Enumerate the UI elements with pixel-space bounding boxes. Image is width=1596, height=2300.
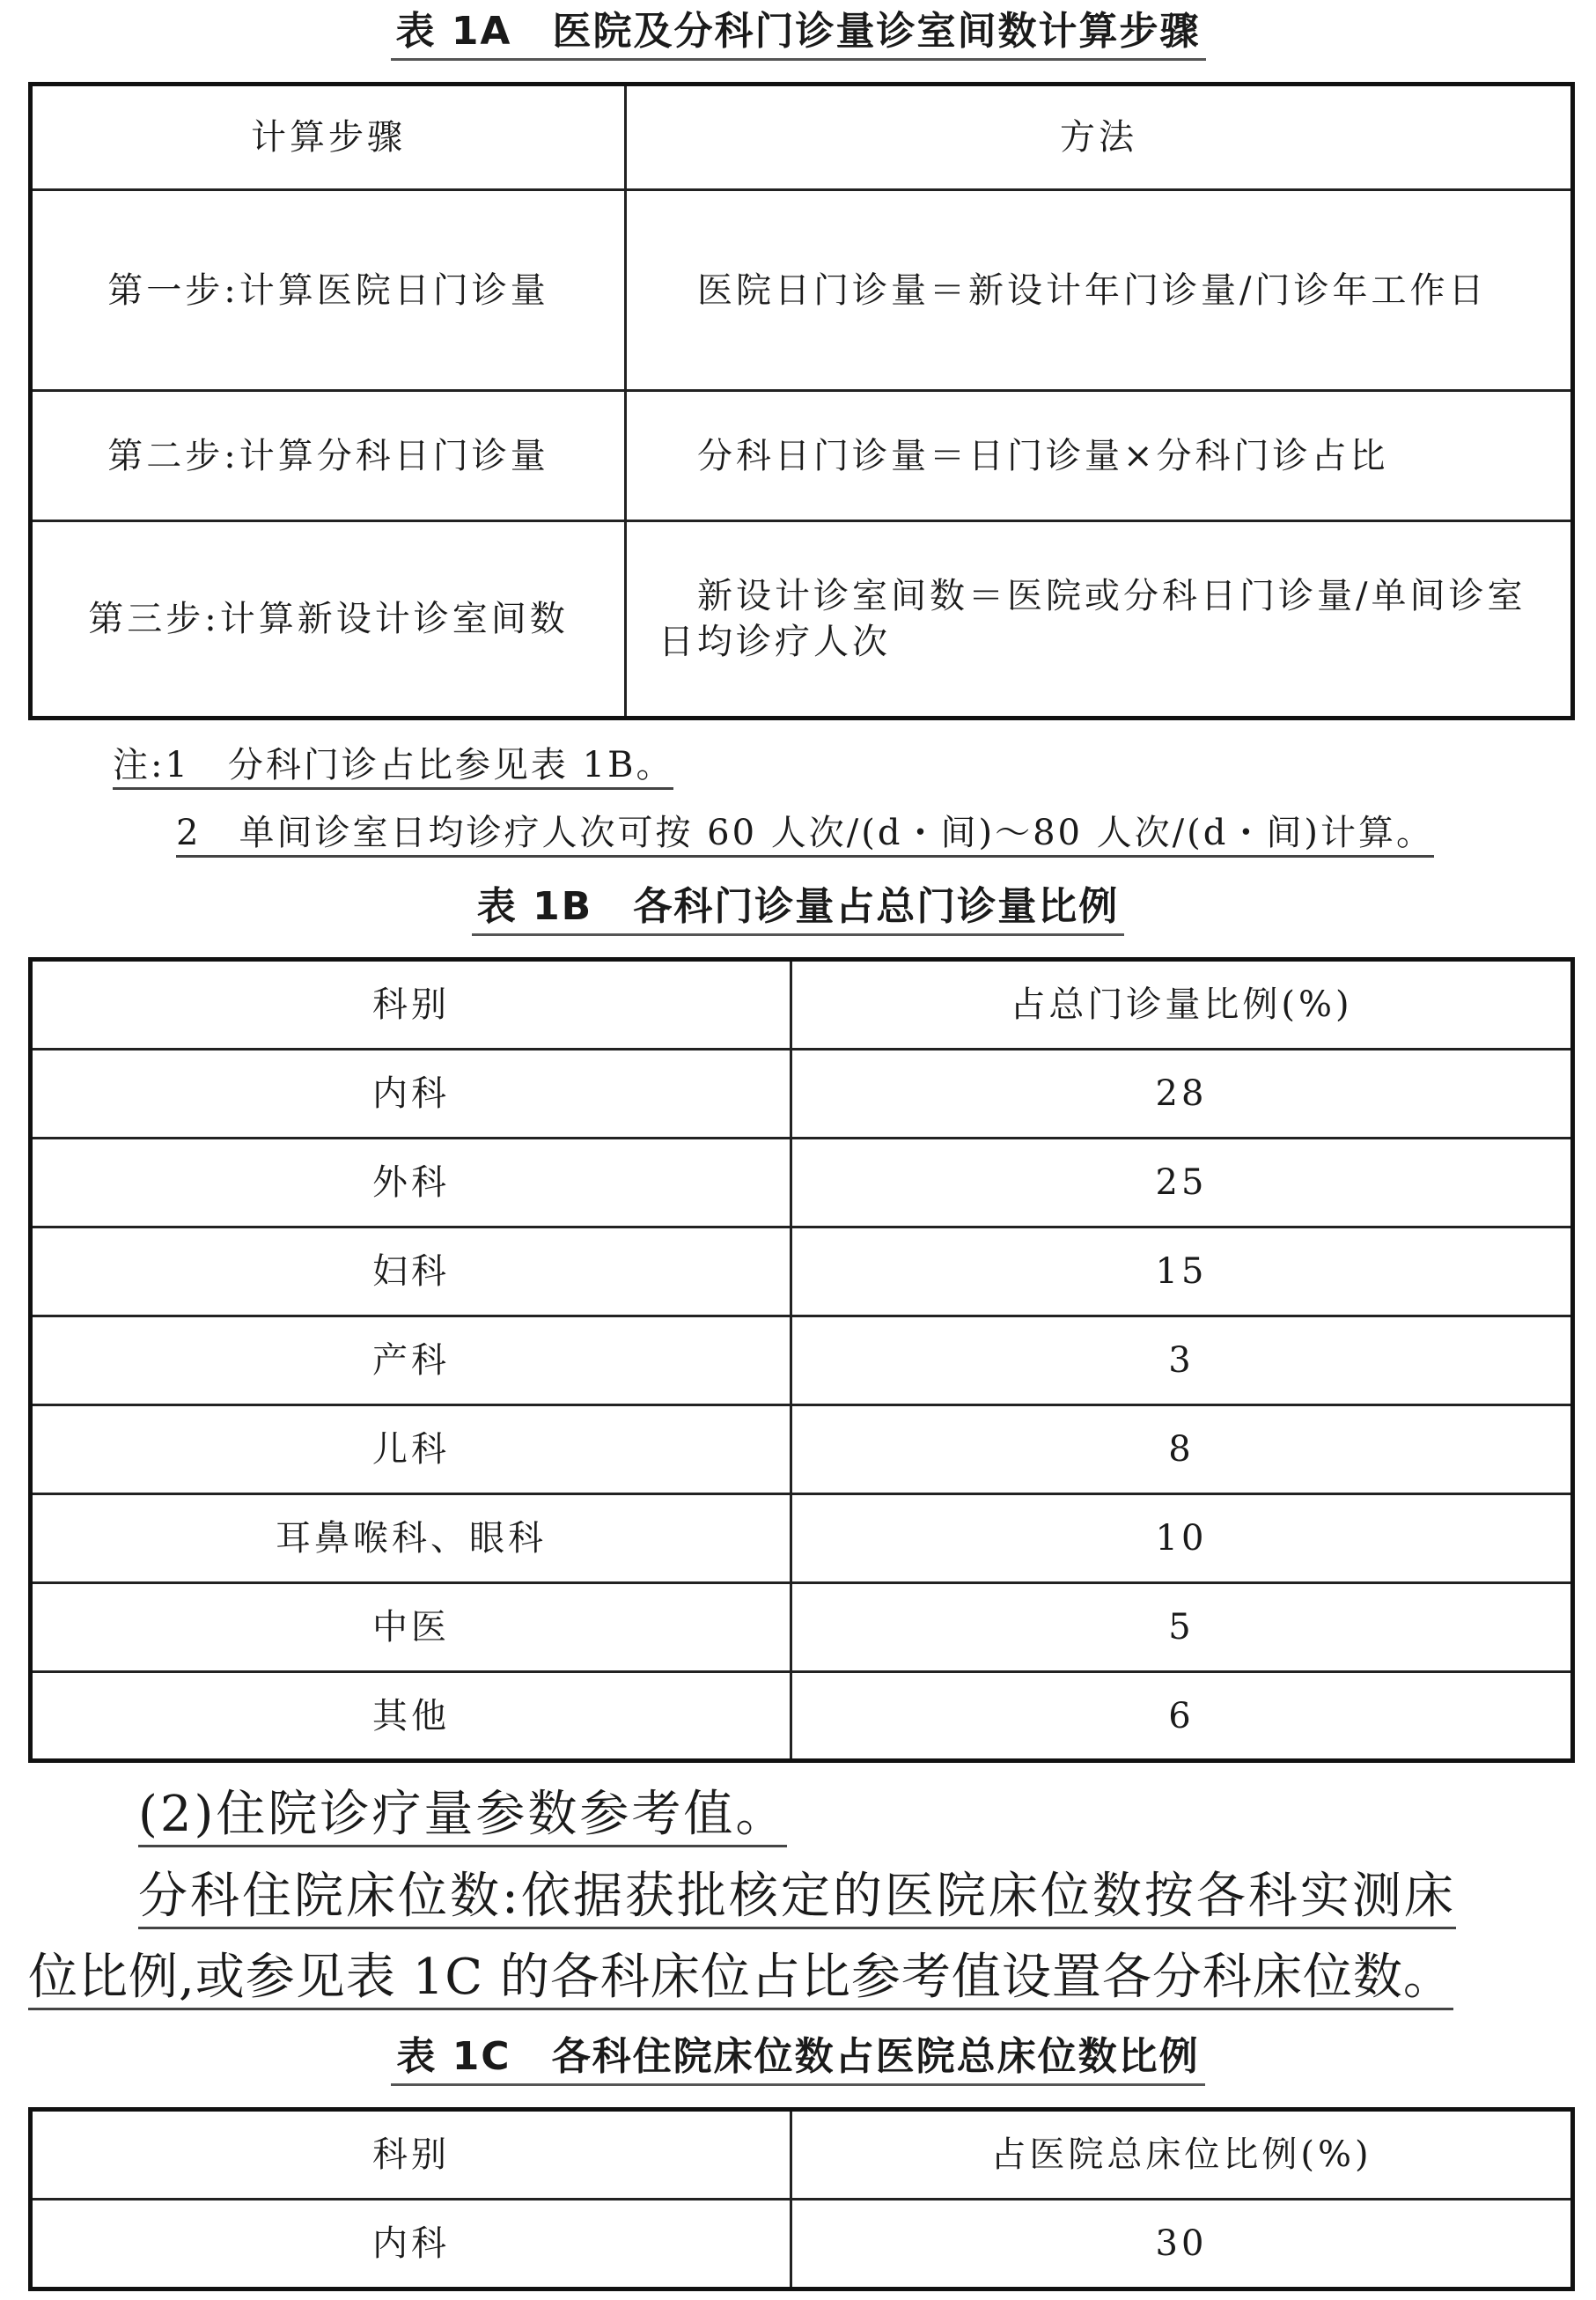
table-1c — [28, 2107, 1575, 2291]
table-1a-step-cell: 第二步:计算分科日门诊量 — [31, 391, 626, 521]
dept-cell: 其他 — [31, 1672, 791, 1761]
table-row — [31, 1672, 1573, 1761]
dept-cell: 产科 — [31, 1316, 791, 1405]
ratio-cell: 8 — [791, 1405, 1573, 1494]
table-1c-header-dept: 科别 — [31, 2110, 791, 2200]
ratio-cell: 30 — [791, 2200, 1573, 2289]
note-1: 注:1 分科门诊占比参见表 1B。 — [113, 742, 673, 788]
paragraph-line-2: 位比例,或参见表 1C 的各科床位占比参考值设置各分科床位数。 — [28, 1937, 1570, 2018]
dept-cell: 妇科 — [31, 1227, 791, 1316]
dept-cell: 外科 — [31, 1139, 791, 1227]
table-row — [31, 1139, 1573, 1227]
table-row — [31, 391, 1573, 521]
table-row — [31, 521, 1573, 719]
table-1c-header-ratio: 占医院总床位比例(%) — [791, 2110, 1573, 2200]
dept-cell: 中医 — [31, 1583, 791, 1672]
ratio-cell: 10 — [791, 1494, 1573, 1583]
table-row — [31, 1050, 1573, 1139]
table-1b-header-row — [31, 960, 1573, 1050]
table-1a-header-method: 方法 — [626, 85, 1573, 190]
dept-cell: 儿科 — [31, 1405, 791, 1494]
table-1c-header-row — [31, 2110, 1573, 2200]
table-1a-method-cell: 新设计诊室间数＝医院或分科日门诊量/单间诊室日均诊疗人次 — [626, 521, 1573, 719]
table-1a-step-cell: 第一步:计算医院日门诊量 — [31, 190, 626, 391]
ratio-cell: 28 — [791, 1050, 1573, 1139]
table-1b-header-dept: 科别 — [31, 960, 791, 1050]
table-1a-caption: 表 1A 医院及分科门诊量诊室间数计算步骤 — [0, 7, 1596, 61]
table-row — [31, 190, 1573, 391]
table-row — [31, 2200, 1573, 2289]
table-row — [31, 1227, 1573, 1316]
table-1a-method-cell: 医院日门诊量＝新设计年门诊量/门诊年工作日 — [626, 190, 1573, 391]
table-row — [31, 1494, 1573, 1583]
table-1b-header-ratio: 占总门诊量比例(%) — [791, 960, 1573, 1050]
section-heading: (2)住院诊疗量参数参考值。 — [28, 1774, 1570, 1855]
dept-cell: 耳鼻喉科、眼科 — [31, 1494, 791, 1583]
note-2: 2 单间诊室日均诊疗人次可按 60 人次/(d・间)～80 人次/(d・间)计算。 — [176, 810, 1434, 856]
table-1a-method-cell: 分科日门诊量＝日门诊量×分科门诊占比 — [626, 391, 1573, 521]
table-1a — [28, 82, 1575, 720]
ratio-cell: 5 — [791, 1583, 1573, 1672]
paragraph-line-1: 分科住院床位数:依据获批核定的医院床位数按各科实测床 — [28, 1856, 1570, 1937]
ratio-cell: 15 — [791, 1227, 1573, 1316]
ratio-cell: 6 — [791, 1672, 1573, 1761]
table-1c-caption: 表 1C 各科住院床位数占医院总床位数比例 — [0, 2032, 1596, 2086]
table-row — [31, 1316, 1573, 1405]
ratio-cell: 3 — [791, 1316, 1573, 1405]
table-1b — [28, 957, 1575, 1763]
table-row — [31, 1405, 1573, 1494]
table-1b-caption: 表 1B 各科门诊量占总门诊量比例 — [0, 882, 1596, 936]
table-1a-step-cell: 第三步:计算新设计诊室间数 — [31, 521, 626, 719]
table-1a-header-row — [31, 85, 1573, 190]
dept-cell: 内科 — [31, 1050, 791, 1139]
ratio-cell: 25 — [791, 1139, 1573, 1227]
dept-cell: 内科 — [31, 2200, 791, 2289]
table-1a-header-step: 计算步骤 — [31, 85, 626, 190]
table-row — [31, 1583, 1573, 1672]
